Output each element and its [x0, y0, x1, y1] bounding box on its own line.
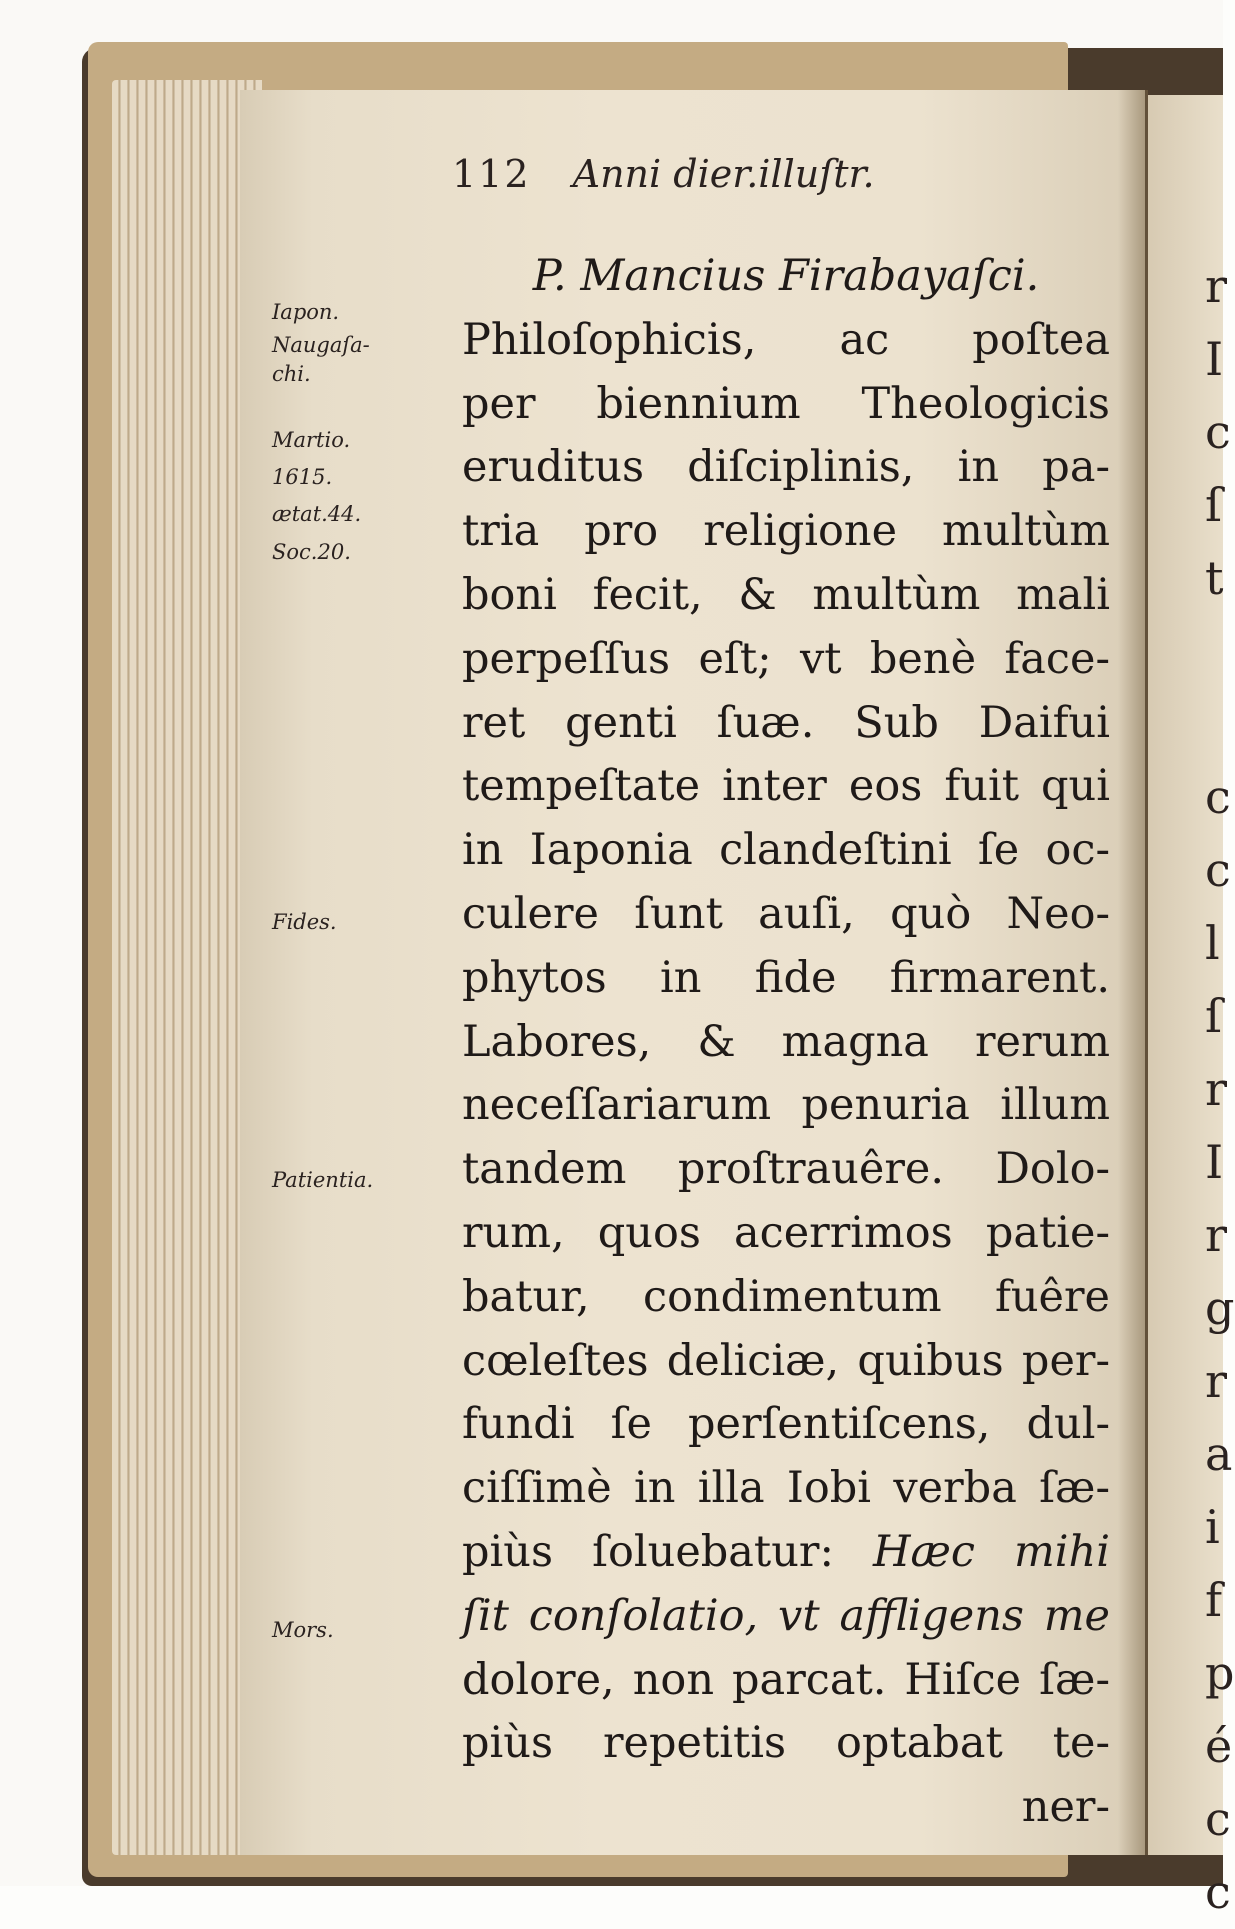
text-line: ciſſimè in illa Iobi verba ſæ-	[462, 1463, 1110, 1514]
section-heading: P. Mancius Firabayaſci.	[532, 251, 1040, 301]
running-title: Anni dier.illuſtr.	[572, 152, 875, 196]
text-line: culere ſunt auſi, quò Neo-	[462, 888, 1110, 939]
margin-note: Iapon.	[272, 300, 340, 324]
text-segment: piùs ſoluebatur:	[462, 1526, 834, 1577]
margin-note: 1615.	[272, 465, 333, 489]
text-line: ret genti ſuæ. Sub Daifui	[462, 697, 1110, 748]
text-line: Philoſophicis, ac poſtea	[462, 314, 1110, 365]
text-line: cœleſtes deliciæ, quibus per-	[462, 1335, 1110, 1386]
running-header	[452, 152, 1012, 212]
margin-note: Patientia.	[272, 1168, 374, 1192]
margin-note: Soc.20.	[272, 540, 351, 564]
italic-quote-line: ſit conſolatio, vt affligens me	[462, 1590, 1110, 1641]
margin-note: Martio.	[272, 428, 351, 452]
text-line: phytos in fide firmarent.	[462, 952, 1110, 1003]
gutter-shadow	[1118, 90, 1148, 1855]
catchword: ner-	[1021, 1782, 1110, 1833]
margin-note: chi.	[272, 362, 311, 386]
text-line: tandem proſtrauêre. Dolo-	[462, 1144, 1110, 1195]
text-line: in Iaponia clandeſtini ſe oc-	[462, 825, 1110, 876]
text-line: dolore, non parcat. Hiſce ſæ-	[462, 1654, 1110, 1705]
text-line: batur, condimentum fuêre	[462, 1271, 1110, 1322]
italic-quote: Hæc mihi	[873, 1526, 1111, 1577]
margin-note: Mors.	[272, 1618, 334, 1642]
text-line: fundi ſe perſentiſcens, dul-	[462, 1399, 1110, 1450]
text-line: tempeſtate inter eos fuit qui	[462, 761, 1110, 812]
right-page-fragments: r I c ſ t c c l ſ r I r g r a i f p é c c	[1205, 259, 1235, 1919]
margin-note: Fides.	[272, 910, 337, 934]
text-line: piùs repetitis optabat te-	[462, 1718, 1110, 1769]
text-line: Labores, & magna rerum	[462, 1016, 1110, 1067]
margin-note: Naugaſa-	[272, 333, 370, 357]
text-line: eruditus diſciplinis, in pa-	[462, 442, 1110, 493]
text-line: boni fecit, & multùm mali	[462, 569, 1110, 620]
body-text	[462, 245, 1110, 1840]
text-line: tria pro religione multùm	[462, 506, 1110, 557]
page-number: 112	[452, 152, 531, 196]
text-line: rum, quos acerrimos patie-	[462, 1207, 1110, 1258]
text-line: neceſſariarum penuria illum	[462, 1080, 1110, 1131]
text-line	[462, 1521, 1110, 1585]
text-line: per biennium Theologicis	[462, 378, 1110, 429]
margin-note: ætat.44.	[272, 502, 362, 526]
text-line: perpeſſus eſt; vt benè face-	[462, 633, 1110, 684]
